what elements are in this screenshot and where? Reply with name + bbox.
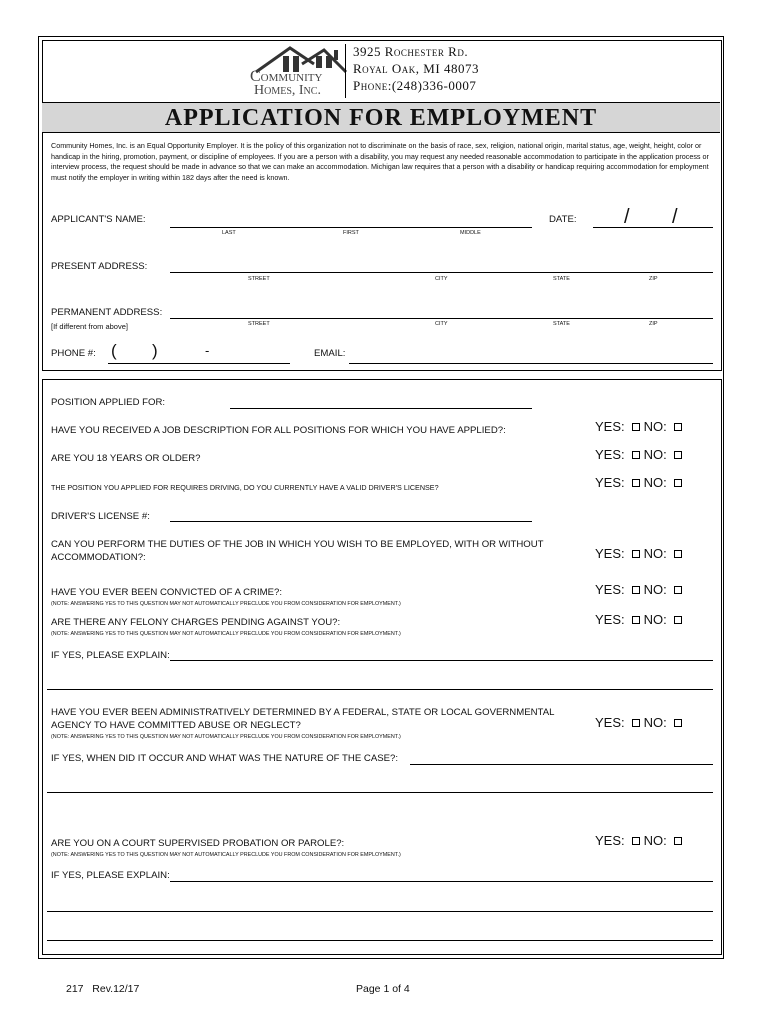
email-label: EMAIL: (314, 348, 346, 359)
q-felony: ARE THERE ANY FELONY CHARGES PENDING AGAINST YOU?: (51, 617, 341, 628)
explain-field-2[interactable] (47, 689, 713, 690)
address-line1: 3925 Rochester Rd. (353, 44, 469, 59)
yes-no-crime (595, 582, 686, 597)
city-sublabel: CITY (435, 321, 448, 327)
no-label: NO: (643, 715, 667, 730)
no-checkbox[interactable] (674, 719, 682, 727)
company-phone: Phone:(248)336-0007 (353, 78, 477, 93)
first-sublabel: FIRST (343, 230, 359, 236)
no-label: NO: (643, 419, 667, 434)
q-duties-line2: ACCOMMODATION?: (51, 552, 146, 563)
zip-sublabel: ZIP (649, 321, 658, 327)
date-label: DATE: (549, 214, 577, 225)
q-job-description: HAVE YOU RECEIVED A JOB DESCRIPTION FOR ALL POSITIONS FOR WHICH YOU HAVE APPLIED?: (51, 425, 506, 436)
city-sublabel: CITY (435, 276, 448, 282)
yes-no-felony (595, 612, 686, 627)
state-sublabel: STATE (553, 276, 570, 282)
state-sublabel: STATE (553, 321, 570, 327)
explain-label: IF YES, PLEASE EXPLAIN: (51, 650, 170, 661)
license-number-label: DRIVER'S LICENSE #: (51, 511, 150, 522)
yes-checkbox[interactable] (632, 837, 640, 845)
abuse-when-field-2[interactable] (47, 792, 713, 793)
logo-text-homes: Homes, Inc. (254, 83, 321, 98)
page-title: APPLICATION FOR EMPLOYMENT (164, 105, 598, 131)
no-label: NO: (643, 833, 667, 848)
yes-no-job-description (595, 419, 686, 434)
yes-label: YES: (595, 833, 625, 848)
q-abuse-line2: AGENCY TO HAVE COMMITTED ABUSE OR NEGLECT? (51, 720, 301, 731)
no-label: NO: (643, 582, 667, 597)
yes-checkbox[interactable] (632, 616, 640, 624)
logo-divider (345, 44, 346, 98)
license-number-field[interactable] (170, 521, 532, 522)
yes-no-abuse (595, 715, 686, 730)
yes-label: YES: (595, 447, 625, 462)
middle-sublabel: MIDDLE (460, 230, 481, 236)
yes-no-duties (595, 546, 686, 561)
date-slash-2: / (672, 206, 678, 228)
email-field[interactable] (349, 363, 713, 364)
present-address-label: PRESENT ADDRESS: (51, 261, 148, 272)
q-abuse-note: (NOTE: ANSWERING YES TO THIS QUESTION MAY NOT AUTOMATICALLY PRECLUDE YOU FROM CONSIDERATION FOR EMPLOYMENT.) (51, 734, 401, 740)
no-checkbox[interactable] (674, 479, 682, 487)
q-crime-note: (NOTE: ANSWERING YES TO THIS QUESTION MAY NOT AUTOMATICALLY PRECLUDE YOU FROM CONSIDERATION FOR EMPLOYMENT.) (51, 601, 401, 607)
section-questions (42, 379, 722, 955)
q-felony-note: (NOTE: ANSWERING YES TO THIS QUESTION MAY NOT AUTOMATICALLY PRECLUDE YOU FROM CONSIDERATION FOR EMPLOYMENT.) (51, 631, 401, 637)
permanent-address-note: [If different from above] (51, 322, 128, 331)
form-revision: 217 Rev.12/17 (66, 983, 140, 995)
address-line2: Royal Oak, MI 48073 (353, 61, 479, 76)
yes-no-probation (595, 833, 686, 848)
explain-field-1[interactable] (170, 660, 713, 661)
yes-label: YES: (595, 475, 625, 490)
probation-explain-field-3[interactable] (47, 940, 713, 941)
position-field[interactable] (230, 408, 532, 409)
no-checkbox[interactable] (674, 837, 682, 845)
q-drivers-license: THE POSITION YOU APPLIED FOR REQUIRES DRIVING, DO YOU CURRENTLY HAVE A VALID DRIVER'S LICENSE? (51, 483, 439, 492)
no-checkbox[interactable] (674, 550, 682, 558)
q-crime: HAVE YOU EVER BEEN CONVICTED OF A CRIME?: (51, 587, 283, 598)
q-abuse-when: IF YES, WHEN DID IT OCCUR AND WHAT WAS THE NATURE OF THE CASE?: (51, 753, 399, 764)
phone-label: PHONE #: (51, 348, 96, 359)
q-probation: ARE YOU ON A COURT SUPERVISED PROBATION OR PAROLE?: (51, 838, 345, 849)
yes-label: YES: (595, 419, 625, 434)
page-number: Page 1 of 4 (356, 983, 410, 995)
no-checkbox[interactable] (674, 616, 682, 624)
q-probation-note: (NOTE: ANSWERING YES TO THIS QUESTION MAY NOT AUTOMATICALLY PRECLUDE YOU FROM CONSIDERATION FOR EMPLOYMENT.) (51, 852, 401, 858)
yes-label: YES: (595, 715, 625, 730)
date-field[interactable] (593, 227, 713, 228)
yes-checkbox[interactable] (632, 586, 640, 594)
phone-field[interactable] (108, 363, 290, 364)
yes-no-18-years (595, 447, 686, 462)
position-label: POSITION APPLIED FOR: (51, 397, 166, 408)
date-slash-1: / (624, 206, 630, 228)
yes-checkbox[interactable] (632, 719, 640, 727)
yes-label: YES: (595, 582, 625, 597)
probation-explain-field-1[interactable] (170, 881, 713, 882)
title-bar (42, 102, 720, 133)
eeo-statement: Community Homes, Inc. is an Equal Opportunity Employer. It is the policy of this organization not to discriminate on the basis of race, sex, religion, national origin, marital status, age, weight, height, color or handicap in the hiring, promotion, payment, or discipline of employees. If you are a person with a disability, you may request any needed reasonable accommodation to participate in the application process or interview process, the request should be made in advance so that we can make an accommodation. Michigan law requires that a person with a disability or handicap requiring accommodation for employment must notify the employer in writing within 182 days after the need is known. (51, 141, 709, 182)
last-sublabel: LAST (222, 230, 236, 236)
phone-paren-open: ( (111, 341, 117, 360)
applicant-name-label: APPLICANT'S NAME: (51, 214, 146, 225)
q-duties-line1: CAN YOU PERFORM THE DUTIES OF THE JOB IN WHICH YOU WISH TO BE EMPLOYED, WITH OR WITHOUT (51, 539, 544, 550)
zip-sublabel: ZIP (649, 276, 658, 282)
no-checkbox[interactable] (674, 423, 682, 431)
no-label: NO: (643, 447, 667, 462)
yes-no-drivers-license (595, 475, 686, 490)
applicant-name-field[interactable] (170, 227, 532, 228)
no-label: NO: (643, 546, 667, 561)
no-label: NO: (643, 475, 667, 490)
no-label: NO: (643, 612, 667, 627)
yes-checkbox[interactable] (632, 479, 640, 487)
street-sublabel: STREET (248, 321, 270, 327)
present-address-field[interactable] (170, 272, 713, 273)
no-checkbox[interactable] (674, 586, 682, 594)
permanent-address-label: PERMANENT ADDRESS: (51, 307, 163, 318)
explain-label: IF YES, PLEASE EXPLAIN: (51, 870, 170, 881)
permanent-address-field[interactable] (170, 318, 713, 319)
logo-text-community: Community (250, 68, 323, 85)
phone-paren-close: ) (152, 341, 158, 360)
yes-label: YES: (595, 546, 625, 561)
q-18-years: ARE YOU 18 YEARS OR OLDER? (51, 453, 201, 464)
yes-checkbox[interactable] (632, 451, 640, 459)
abuse-when-field-1[interactable] (410, 764, 713, 765)
probation-explain-field-2[interactable] (47, 911, 713, 912)
street-sublabel: STREET (248, 276, 270, 282)
phone-dash: - (205, 343, 210, 358)
yes-checkbox[interactable] (632, 550, 640, 558)
q-abuse-line1: HAVE YOU EVER BEEN ADMINISTRATIVELY DETERMINED BY A FEDERAL, STATE OR LOCAL GOVERNMENTAL (51, 707, 555, 718)
no-checkbox[interactable] (674, 451, 682, 459)
yes-checkbox[interactable] (632, 423, 640, 431)
yes-label: YES: (595, 612, 625, 627)
